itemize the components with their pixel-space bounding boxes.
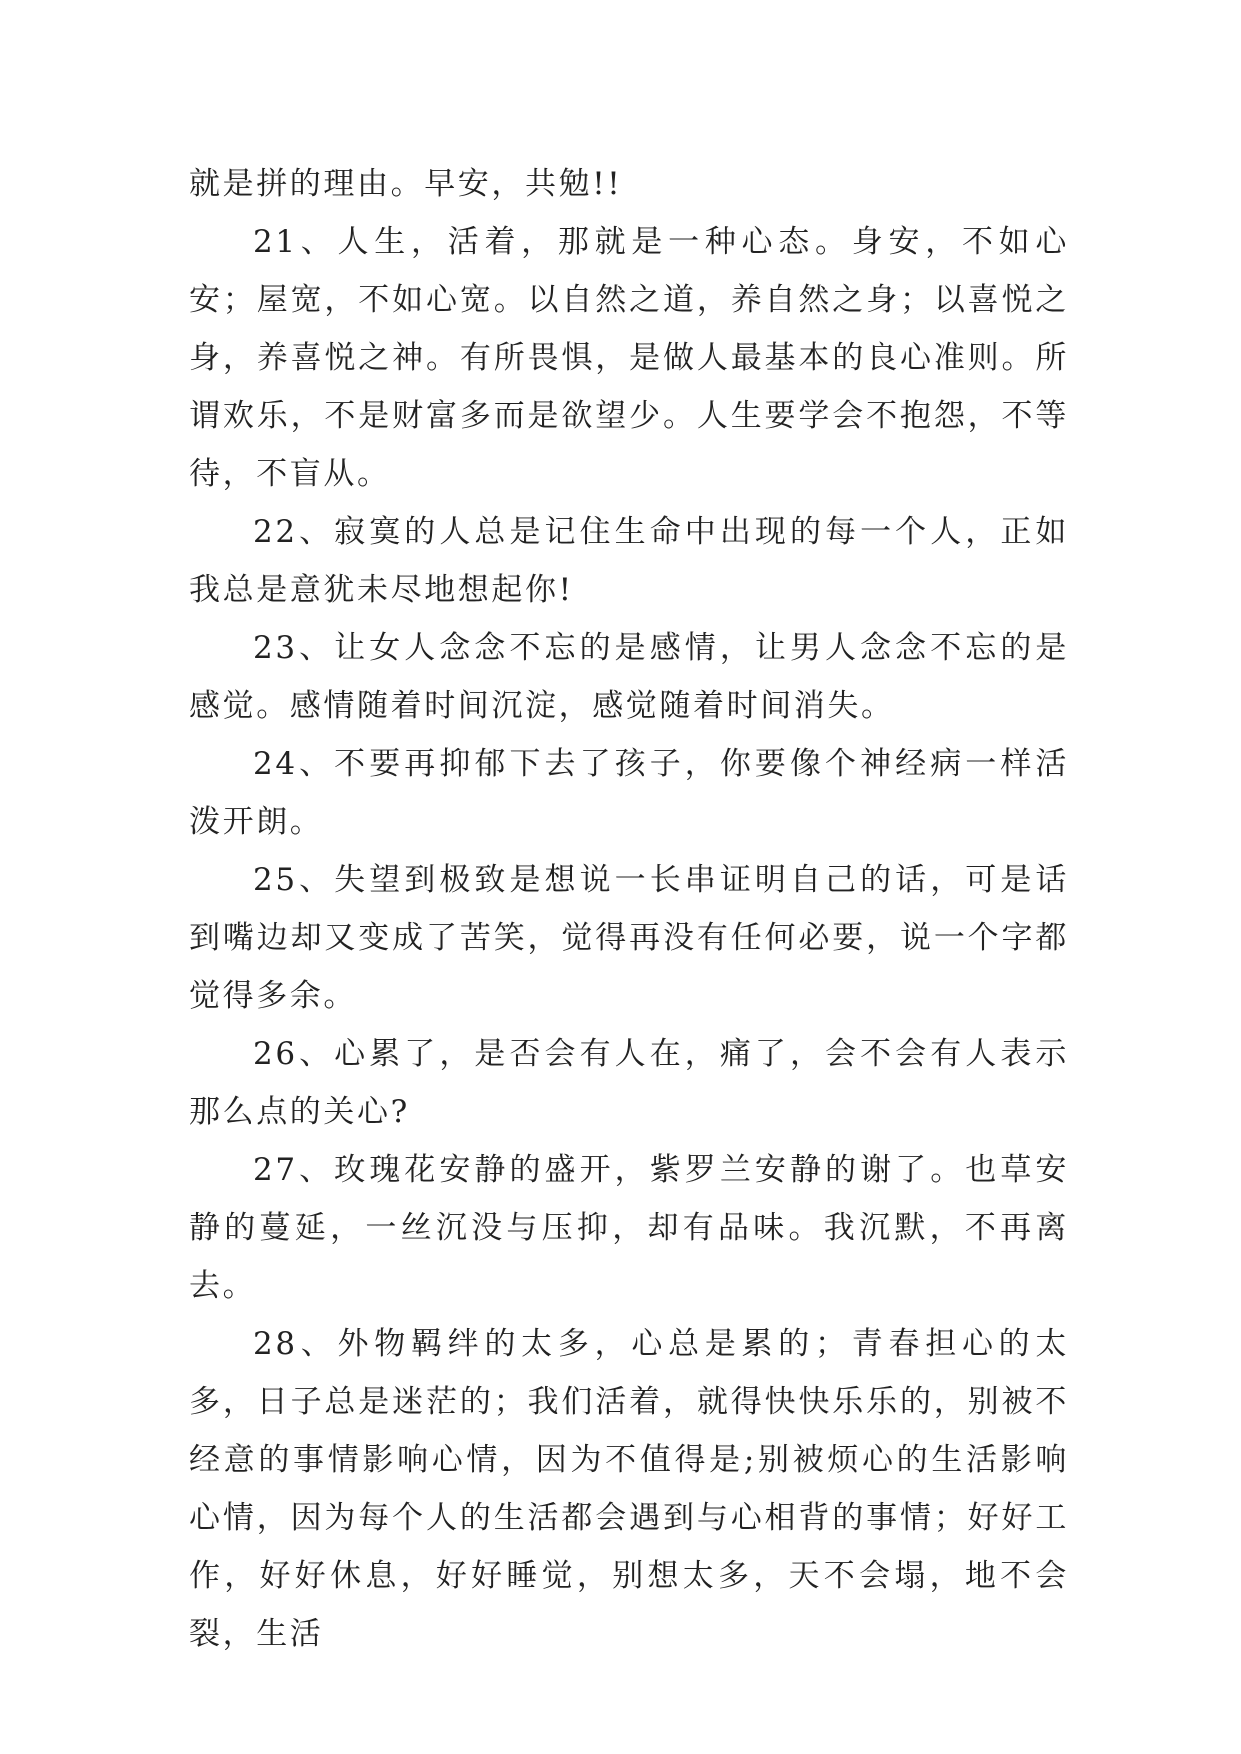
- item-text: 寂寞的人总是记住生命中出现的每一个人，正如我总是意犹未尽地想起你!: [189, 514, 1069, 608]
- quote-paragraph-24: [189, 735, 1069, 851]
- quote-paragraph-26: [189, 1025, 1069, 1141]
- document-body: [189, 155, 1069, 1663]
- item-text: 心累了，是否会有人在，痛了，会不会有人表示那么点的关心?: [189, 1036, 1069, 1130]
- item-number: 24、: [253, 746, 335, 782]
- item-number: 23、: [253, 630, 335, 666]
- quote-paragraph-25: [189, 851, 1069, 1025]
- item-text: 失望到极致是想说一长串证明自己的话，可是话到嘴边却又变成了苦笑，觉得再没有任何必要，说一个字都觉得多余。: [189, 862, 1069, 1014]
- item-number: 27、: [253, 1152, 335, 1188]
- continuation-paragraph: 就是拼的理由。早安，共勉!!: [189, 166, 623, 202]
- item-text: 玫瑰花安静的盛开，紫罗兰安静的谢了。也草安静的蔓延，一丝沉没与压抑，却有品味。我沉默，不再离去。: [189, 1152, 1069, 1304]
- quote-paragraph-21: [189, 213, 1069, 503]
- item-text: 让女人念念不忘的是感情，让男人念念不忘的是感觉。感情随着时间沉淀，感觉随着时间消失。: [189, 630, 1069, 724]
- item-number: 28、: [253, 1326, 338, 1362]
- quote-paragraph-28: [189, 1315, 1069, 1663]
- item-number: 21、: [253, 224, 338, 260]
- quote-paragraph-27: [189, 1141, 1069, 1315]
- item-number: 25、: [253, 862, 335, 898]
- quote-paragraph-23: [189, 619, 1069, 735]
- item-text: 人生，活着，那就是一种心态。身安，不如心安；屋宽，不如心宽。以自然之道，养自然之身；以喜悦之身，养喜悦之神。有所畏惧，是做人最基本的良心准则。所谓欢乐，不是财富多而是欲望少。人生要学会不抱怨，不等待，不盲从。: [189, 224, 1070, 492]
- quote-paragraph-22: [189, 503, 1069, 619]
- item-number: 26、: [253, 1036, 335, 1072]
- item-number: 22、: [253, 514, 335, 550]
- item-text: 不要再抑郁下去了孩子，你要像个神经病一样活泼开朗。: [189, 746, 1069, 840]
- item-text: 外物羁绊的太多，心总是累的；青春担心的太多，日子总是迷茫的；我们活着，就得快快乐乐的，别被不经意的事情影响心情，因为不值得是;别被烦心的生活影响心情，因为每个人的生活都会遇到与心相背的事情；好好工作，好好休息，好好睡觉，别想太多，天不会塌，地不会裂，生活: [189, 1326, 1070, 1652]
